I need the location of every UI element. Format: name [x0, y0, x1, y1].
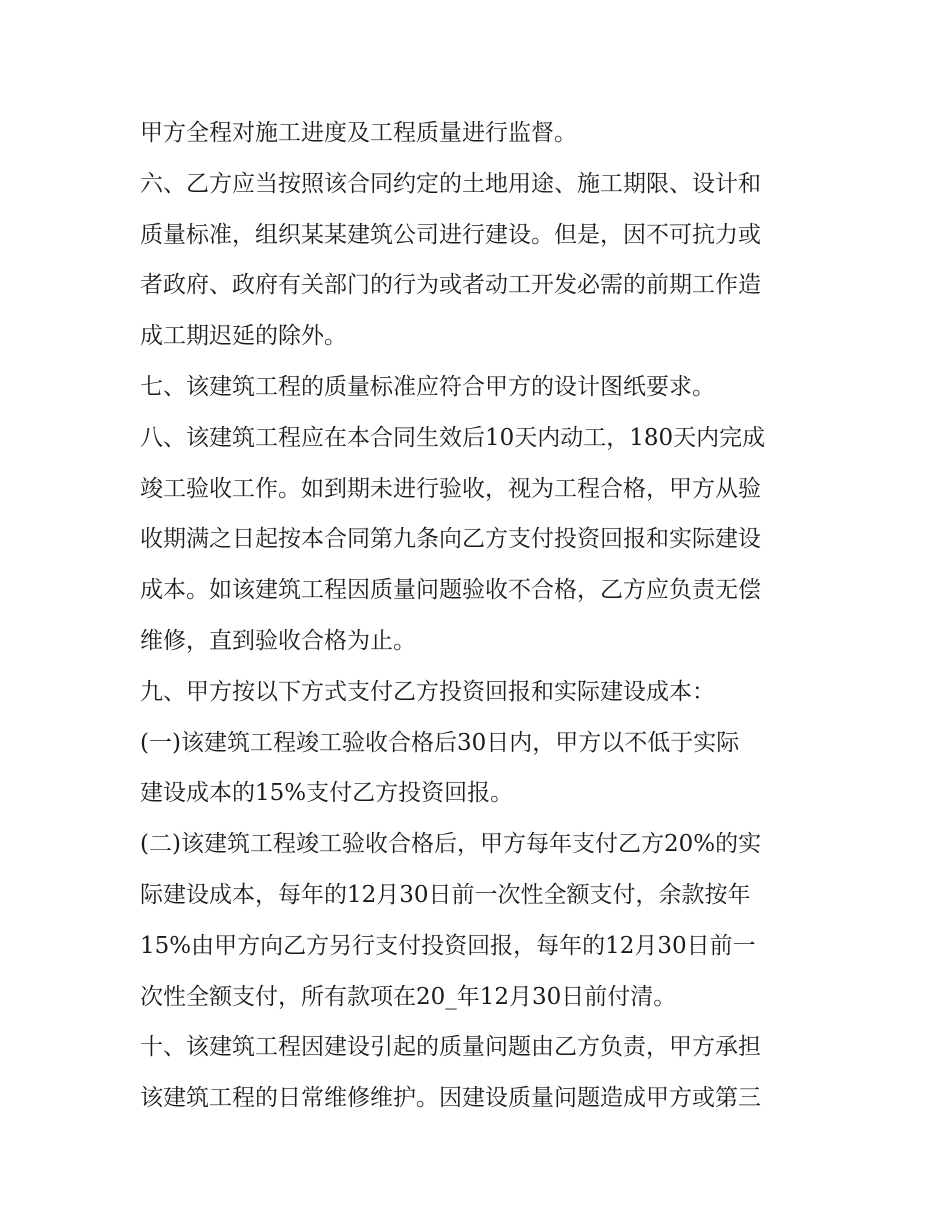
text-line: 十、该建筑工程因建设引起的质量问题由乙方负责，甲方承担 — [140, 1034, 761, 1061]
text-line: 者政府、政府有关部门的行为或者动工开发必需的前期工作造 — [140, 272, 761, 299]
text-line: 成本。如该建筑工程因质量问题验收不合格，乙方应负责无偿 — [140, 577, 761, 604]
text-line: 际建设成本，每年的12月30日前一次性全额支付，余款按年 — [140, 881, 751, 908]
text-line: (一)该建筑工程竣工验收合格后30日内，甲方以不低于实际 — [140, 729, 740, 756]
text-line: 维修，直到验收合格为止。 — [140, 627, 416, 654]
text-line: 建设成本的15%支付乙方投资回报。 — [140, 780, 514, 807]
text-line: 竣工验收工作。如到期未进行验收，视为工程合格，甲方从验 — [140, 475, 761, 502]
text-line: (二)该建筑工程竣工验收合格后，甲方每年支付乙方20%的实 — [140, 831, 762, 858]
text-line: 成工期迟延的除外。 — [140, 323, 347, 350]
text-line: 九、甲方按以下方式支付乙方投资回报和实际建设成本： — [140, 678, 715, 705]
text-line: 该建筑工程的日常维修维护。因建设质量问题造成甲方或第三 — [140, 1085, 761, 1112]
text-line: 七、该建筑工程的质量标准应符合甲方的设计图纸要求。 — [140, 373, 715, 400]
text-line: 六、乙方应当按照该合同约定的土地用途、施工期限、设计和 — [140, 170, 761, 197]
text-line: 15%由甲方向乙方另行支付投资回报，每年的12月30日前一 — [140, 932, 756, 959]
text-line: 八、该建筑工程应在本合同生效后10天内动工，180天内完成 — [140, 424, 766, 451]
document-body — [140, 108, 820, 1124]
text-line: 次性全额支付，所有款项在20_年12月30日前付清。 — [140, 983, 677, 1010]
text-line: 甲方全程对施工进度及工程质量进行监督。 — [140, 120, 577, 146]
text-line: 收期满之日起按本合同第九条向乙方支付投资回报和实际建设 — [140, 526, 761, 553]
text-line: 质量标准，组织某某建筑公司进行建设。但是，因不可抗力或 — [140, 221, 761, 248]
